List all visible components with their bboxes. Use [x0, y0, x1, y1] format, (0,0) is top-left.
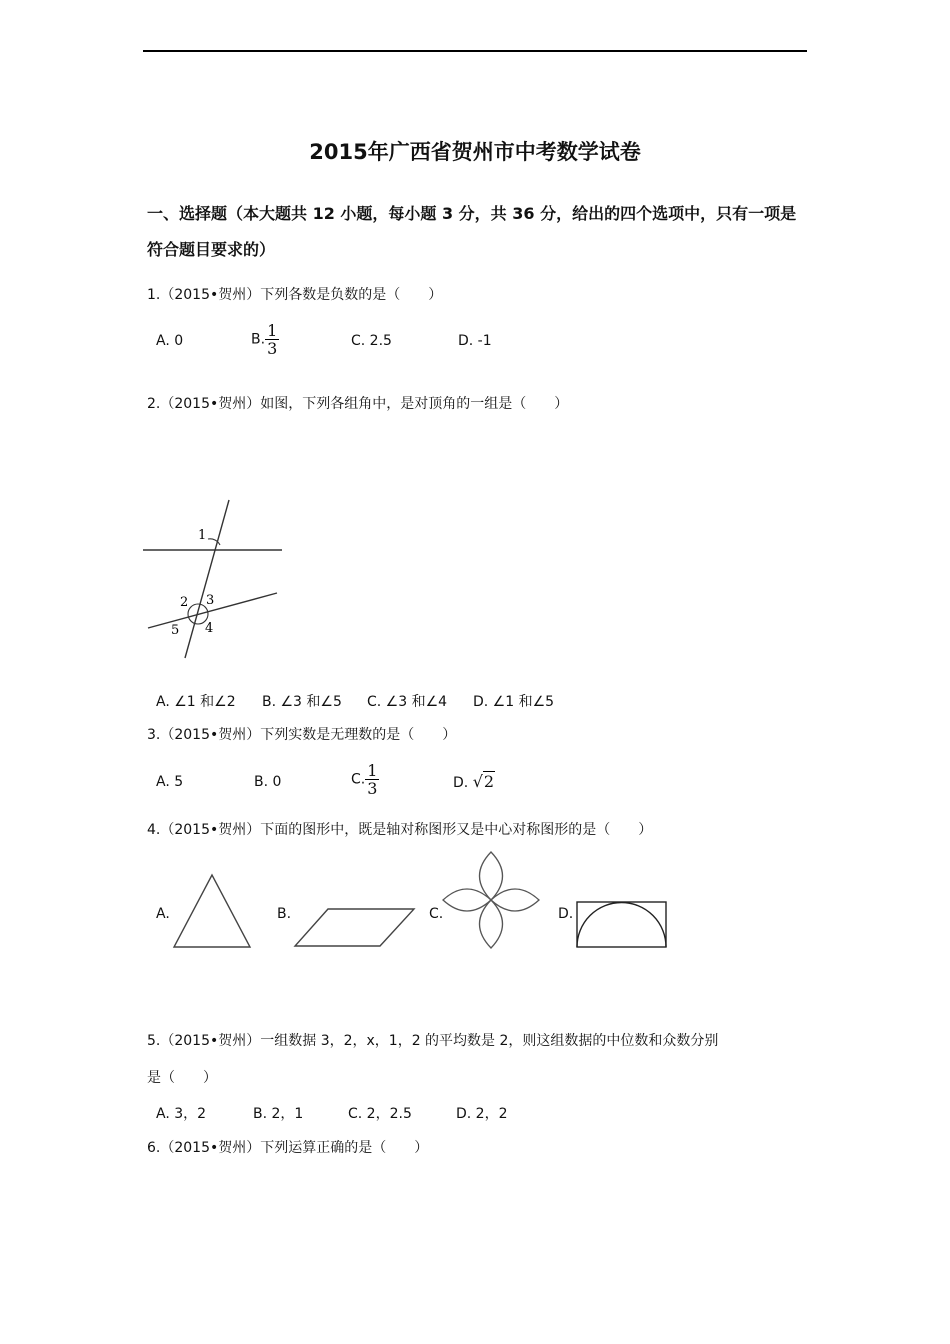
angle-label-2: 2: [180, 595, 189, 610]
intersecting-lines-figure: [140, 495, 285, 665]
question-3-stem: 3.（2015•贺州）下列实数是无理数的是（ ）: [147, 727, 457, 743]
question-1-stem: 1.（2015•贺州）下列各数是负数的是（ ）: [147, 287, 443, 303]
question-2-stem: 2.（2015•贺州）如图，下列各组角中，是对顶角的一组是（ ）: [147, 396, 569, 412]
q5-option-d: D. 2，2: [456, 1106, 508, 1122]
q4-option-d: D.: [558, 906, 574, 922]
question-6-stem: 6.（2015•贺州）下列运算正确的是（ ）: [147, 1140, 429, 1156]
angle-label-5: 5: [171, 623, 180, 638]
q4-option-b: B.: [277, 906, 292, 922]
q5-option-a: A. 3，2: [156, 1106, 207, 1122]
q1-option-b-prefix: B.: [251, 331, 266, 348]
q2-option-c: C. ∠3 和∠4: [367, 694, 448, 710]
q3-option-c: [351, 762, 379, 797]
fraction-numerator: 1: [367, 761, 378, 780]
q3-option-b: B. 0: [254, 774, 282, 790]
fraction: [265, 322, 279, 357]
parallelogram-figure: [292, 905, 419, 950]
fraction-denominator: 3: [367, 779, 378, 798]
q2-option-d: D. ∠1 和∠5: [473, 694, 555, 710]
q4-option-a: A.: [156, 906, 170, 922]
square-root: √2: [472, 772, 495, 791]
q3-option-d: [453, 772, 495, 791]
radicand: 2: [483, 772, 495, 791]
semicircle-in-rectangle-figure: [573, 897, 670, 951]
q1-option-b: [251, 322, 279, 357]
header-rule: [143, 50, 807, 52]
q1-option-d: D. -1: [458, 333, 492, 349]
fraction: [365, 762, 379, 797]
q2-option-b: B. ∠3 和∠5: [262, 694, 342, 710]
fraction-numerator: 1: [267, 321, 278, 340]
q2-option-a: A. ∠1 和∠2: [156, 694, 236, 710]
question-5-stem-line-2: 是（ ）: [147, 1070, 217, 1086]
question-4-stem: 4.（2015•贺州）下面的图形中，既是轴对称图形又是中心对称图形的是（ ）: [147, 822, 653, 838]
section-heading: 一、选择题（本大题共 12 小题，每小题 3 分，共 36 分，给出的四个选项中，只有一项是符合题目要求的）: [147, 204, 797, 259]
angle-label-4: 4: [205, 621, 214, 636]
q3-option-c-prefix: C.: [351, 771, 366, 788]
q5-option-b: B. 2，1: [253, 1106, 304, 1122]
q3-option-a: A. 5: [156, 774, 184, 790]
angle-label-3: 3: [206, 593, 215, 608]
q1-option-c: C. 2.5: [351, 333, 392, 349]
four-petal-figure: [440, 848, 546, 952]
page-title: 2015年广西省贺州市中考数学试卷: [309, 140, 641, 164]
q5-option-c: C. 2，2.5: [348, 1106, 412, 1122]
q4-option-c: C.: [429, 906, 444, 922]
fraction-denominator: 3: [267, 339, 278, 358]
angle-label-1: 1: [198, 528, 207, 543]
question-5-stem-line-1: 5.（2015•贺州）一组数据 3，2，x，1，2 的平均数是 2，则这组数据的中位数和众数分别: [147, 1033, 719, 1049]
q1-option-a: A. 0: [156, 333, 184, 349]
q3-option-d-prefix: D.: [453, 775, 469, 791]
triangle-figure: [170, 872, 255, 952]
